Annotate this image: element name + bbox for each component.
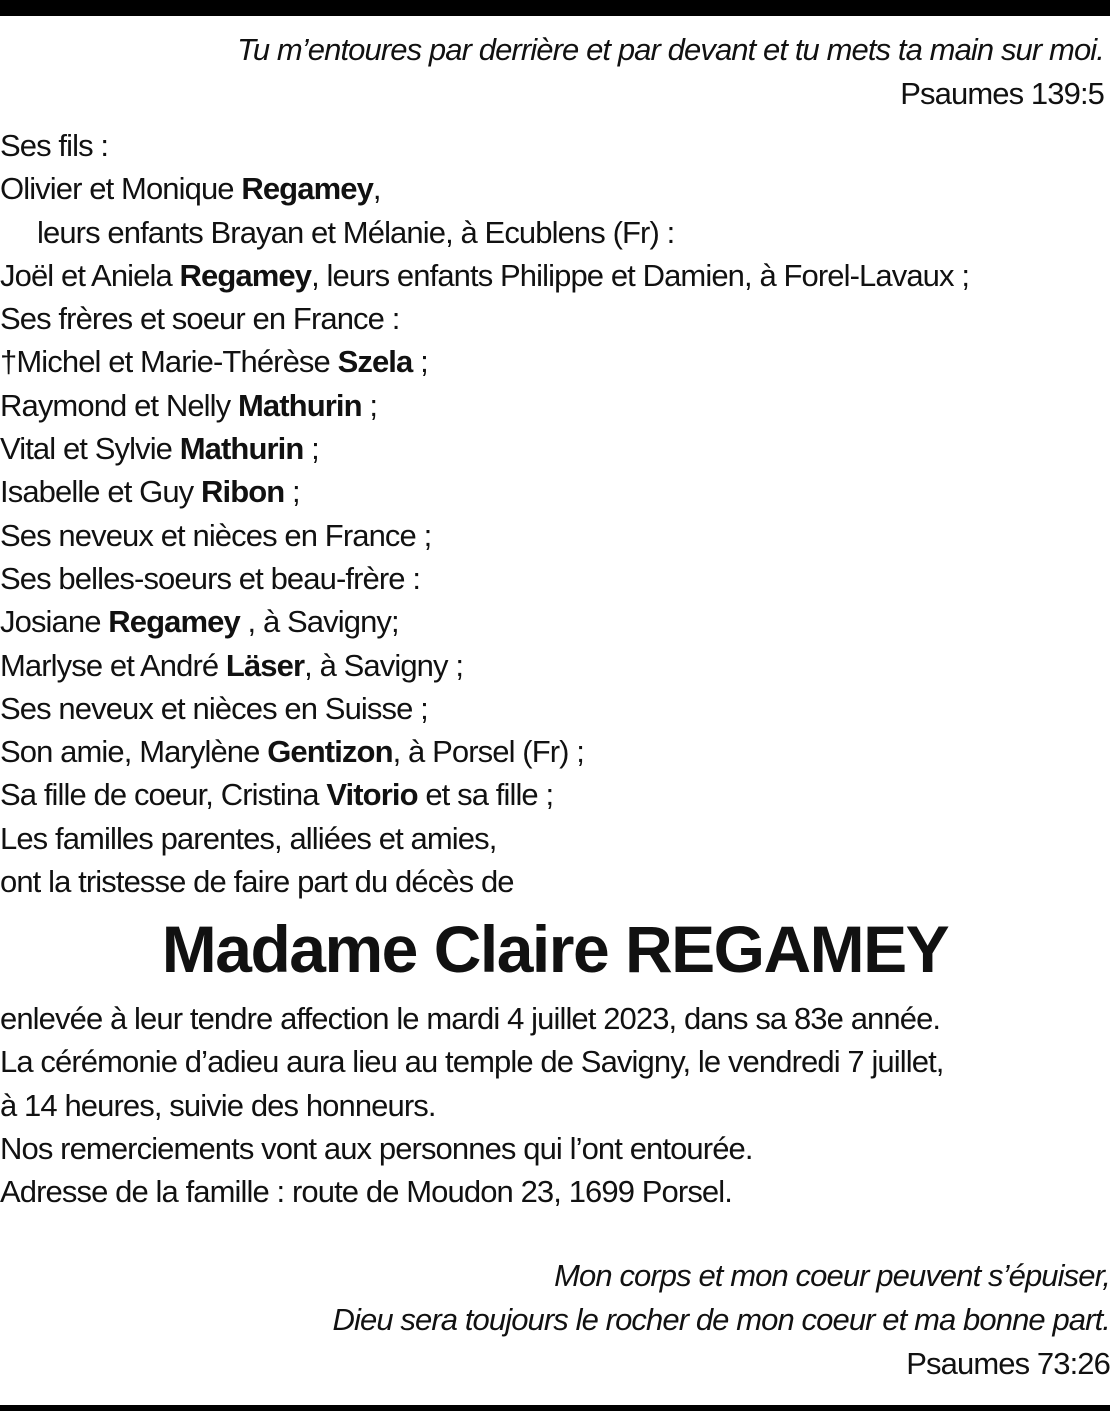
bottom-border (0, 1405, 1110, 1411)
entry-surname: Ribon (201, 474, 285, 510)
entry-names: Marlyse et André (0, 647, 226, 683)
entry-names: Raymond et Nelly (0, 387, 238, 423)
entry-suffix: ; (284, 474, 300, 510)
entry-surname: Gentizon (267, 734, 393, 770)
details-line-2: La cérémonie d’adieu aura lieu au temple de Savigny, le vendredi 7 juillet, (0, 1044, 944, 1080)
entry-surname: Vitorio (326, 777, 418, 813)
entry-suffix: ; (303, 431, 319, 467)
entry-names: Sa fille de coeur, Cristina (0, 777, 327, 813)
entry-suffix: ; (412, 344, 428, 380)
entry-names: Joël et Aniela (0, 257, 180, 293)
entry-surname: Läser (225, 647, 305, 683)
family-entry-sibling2 (0, 384, 1110, 427)
ceremony-details (0, 997, 1110, 1213)
family-entry-son2 (0, 254, 1110, 297)
top-verse-quote: Tu m’entoures par derrière et par devant et tu mets ta main sur moi. (237, 32, 1104, 67)
entry-surname: Szela (337, 344, 413, 380)
entry-names: Josiane (0, 604, 109, 640)
family-entry-friend (0, 730, 1110, 773)
details-line-1: enlevée à leur tendre affection le mardi 4 juillet 2023, dans sa 83e année. (0, 1001, 941, 1036)
entry-suffix: , (372, 171, 381, 207)
family-entry-heart-daughter (0, 773, 1110, 816)
deceased-name: Madame Claire REGAMEY (161, 912, 949, 986)
details-line-5: Adresse de la famille : route de Moudon 23, 1699 Porsel. (0, 1174, 732, 1210)
entry-surname: Mathurin (237, 387, 362, 423)
details-line-4: Nos remerciements vont aux personnes qui l’ont entourée. (0, 1130, 753, 1166)
entry-surname: Mathurin (179, 431, 304, 467)
family-entry-inlaw1 (0, 600, 1110, 643)
entry-names: Isabelle et Guy (0, 474, 201, 510)
nephews-france: Ses neveux et nièces en France ; (0, 517, 432, 553)
details-line-3: à 14 heures, suivie des honneurs. (0, 1087, 436, 1123)
entry-names: Son amie, Marylène (0, 734, 268, 770)
entry-suffix: ; (361, 387, 378, 423)
nephews-suisse: Ses neveux et nièces en Suisse ; (0, 690, 428, 726)
entry-names: Vital et Sylvie (0, 431, 180, 467)
top-verse-reference: Psaumes 139:5 (900, 76, 1104, 111)
family-entry-son1 (0, 167, 1110, 210)
inlaws-heading: Ses belles-soeurs et beau-frère : (0, 560, 421, 596)
entry-suffix: , leurs enfants Philippe et Damien, à Forel-Lavaux ; (311, 257, 970, 293)
top-border (0, 0, 1110, 16)
announcement-line: ont la tristesse de faire part du décès de (0, 864, 514, 900)
family-entry-sibling4 (0, 470, 1110, 513)
entry-surname: Regamey (241, 171, 373, 207)
entry-surname: Regamey (179, 257, 312, 293)
entry-names: Olivier et Monique (0, 171, 242, 207)
entry-suffix: , à Savigny; (239, 604, 399, 640)
entry-names: †Michel et Marie-Thérèse (0, 344, 338, 380)
entry-surname: Regamey (108, 604, 240, 640)
sons-heading: Ses fils : (0, 128, 109, 163)
family-entry-inlaw2 (0, 644, 1110, 687)
bottom-verse-quote-1: Mon corps et mon coeur peuvent s’épuiser, (554, 1258, 1110, 1293)
son1-children: leurs enfants Brayan et Mélanie, à Ecublens (Fr) : (37, 214, 675, 250)
bottom-verse-reference: Psaumes 73:26 (906, 1346, 1110, 1381)
top-verse (237, 28, 1104, 116)
entry-suffix: , à Savigny ; (304, 647, 464, 683)
siblings-heading: Ses frères et soeur en France : (0, 301, 400, 337)
family-list (0, 124, 1110, 903)
bottom-verse-quote-2: Dieu sera toujours le rocher de mon coeur et ma bonne part. (332, 1302, 1110, 1337)
family-entry-sibling1 (0, 340, 1110, 383)
entry-suffix: , à Porsel (Fr) ; (392, 734, 585, 770)
family-entry-sibling3 (0, 427, 1110, 470)
families-line: Les familles parentes, alliées et amies, (0, 820, 497, 856)
bottom-verse (333, 1254, 1110, 1386)
entry-suffix: et sa fille ; (417, 777, 554, 813)
